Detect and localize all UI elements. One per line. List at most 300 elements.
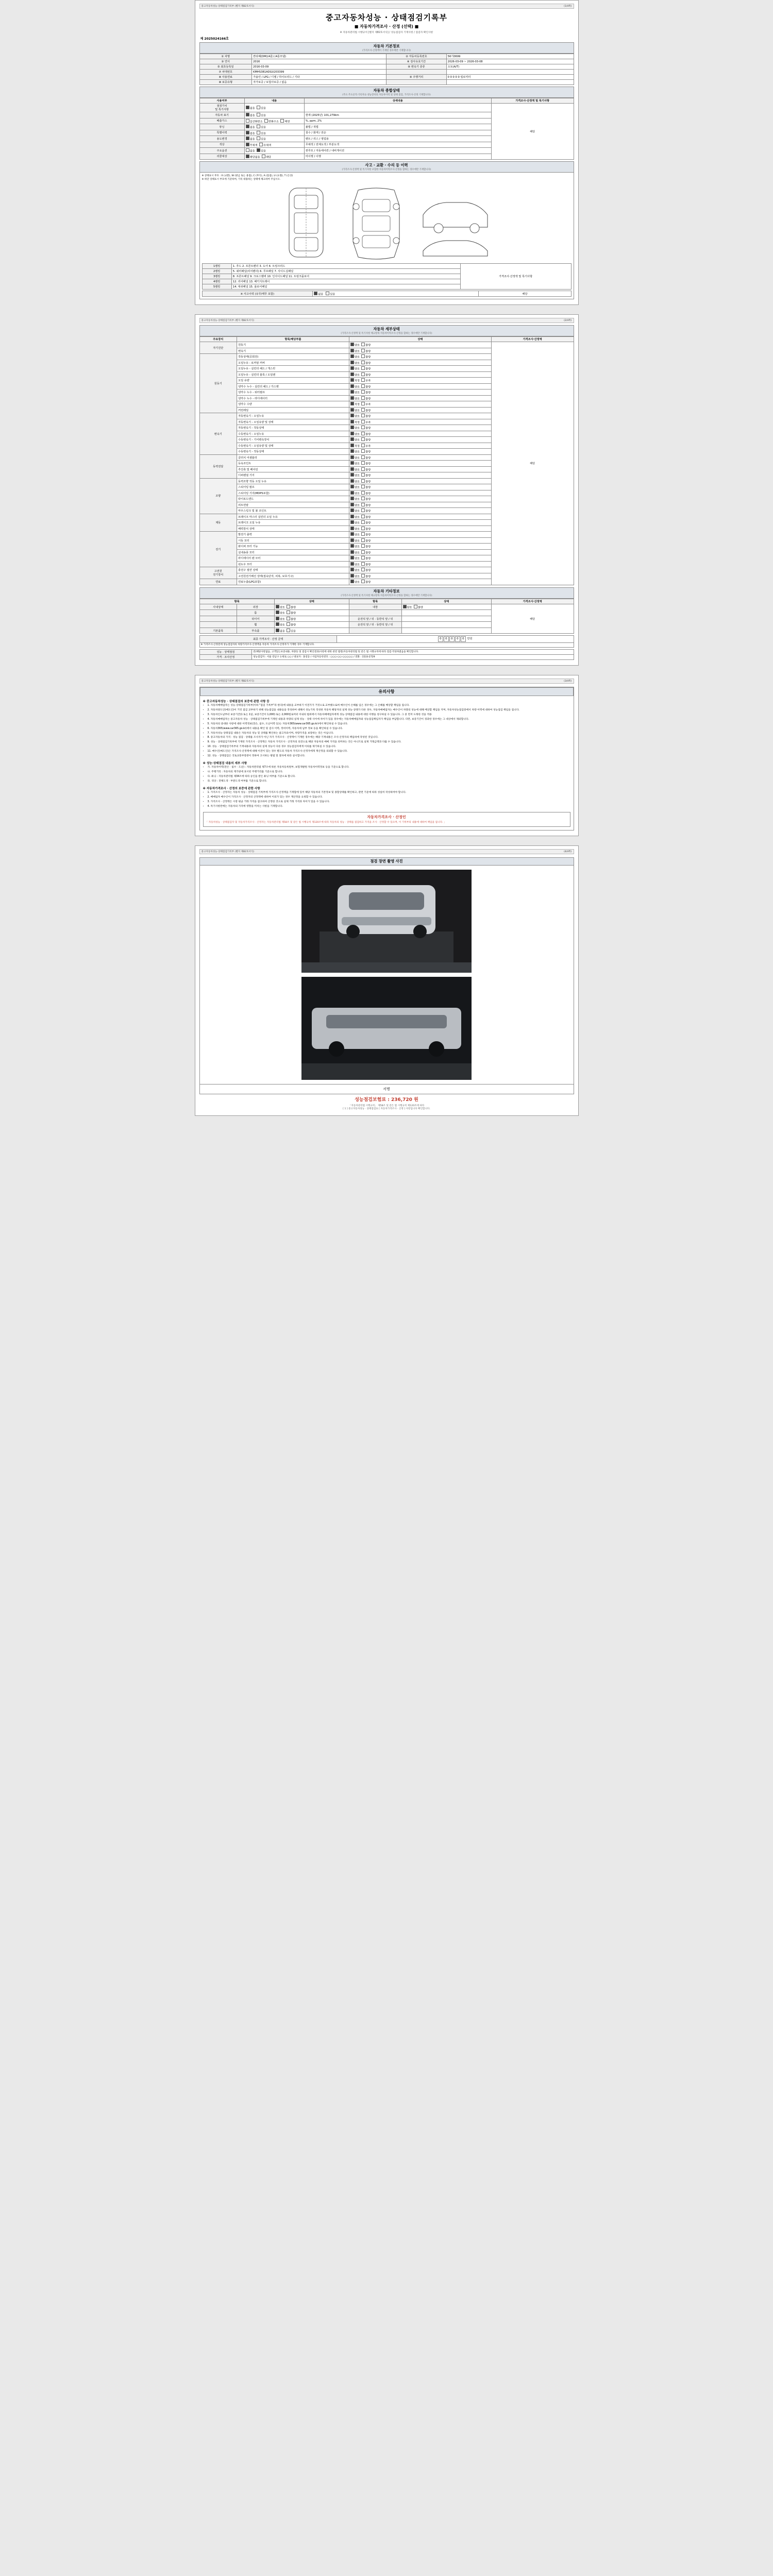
etc-state-a-3[interactable] <box>274 622 349 628</box>
detail-opt-2-6-checkbox-0[interactable] <box>350 449 354 453</box>
detail-opt-1-6-checkbox-0[interactable] <box>350 390 354 394</box>
etc-opt-a-3-checkbox-0[interactable] <box>276 622 279 626</box>
accident-yes-label: 있음 <box>330 293 335 296</box>
etc-opt-b-0-checkbox-0[interactable] <box>403 605 407 608</box>
notice-sub-item-2: • 3. 가격조사 · 산정액은 시장 평균 거래 가격을 참고하여 산정한 것으로 실제 거래 가격과 차이가 있을 수 있습니다. <box>208 801 570 804</box>
detail-opt-1-6-checkbox-1[interactable] <box>361 390 365 394</box>
detail-item-label-7-1: 고전원전기배선 상태(접속단자, 피복, 보호기구) <box>237 573 349 579</box>
detail-item-state-3-3[interactable] <box>349 472 491 479</box>
detail-opt-7-1-label-0: 양호 <box>354 575 360 579</box>
detail-opt-5-1-checkbox-0[interactable] <box>350 520 354 524</box>
overall-opt-3-label-0: 없음 <box>249 126 255 129</box>
etc-opt-a-1-checkbox-1[interactable] <box>287 611 290 614</box>
detail-opt-3-1-checkbox-1[interactable] <box>361 461 365 465</box>
detail-opt-5-0-checkbox-1[interactable] <box>361 515 365 518</box>
basic-info-row <box>199 80 574 85</box>
detail-opt-2-0-checkbox-0[interactable] <box>350 414 354 417</box>
page-2-header <box>199 318 574 323</box>
etc-opt-a-4-checkbox-0[interactable] <box>276 629 279 632</box>
detail-opt-4-4-checkbox-0[interactable] <box>350 503 354 506</box>
basic-label-b-5 <box>386 80 446 85</box>
detail-item-state-2-5[interactable] <box>349 443 491 449</box>
signature-row <box>199 1084 574 1094</box>
overall-opt-6-checkbox-1[interactable] <box>259 143 263 146</box>
detail-opt-6-1-checkbox-1[interactable] <box>361 538 365 542</box>
detail-opt-3-2-checkbox-0[interactable] <box>350 467 354 471</box>
detail-opt-6-4-checkbox-1[interactable] <box>361 556 365 560</box>
basic-value-a-0[interactable]: 싼타페(DM)(4륜) (4륜모델) <box>252 54 386 59</box>
detail-opt-6-1-label-1: 불량 <box>365 539 371 543</box>
detail-opt-6-5-label-0: 양호 <box>354 563 360 567</box>
overall-opt-0-checkbox-1[interactable] <box>257 106 260 109</box>
etc-opt-a-0-checkbox-1[interactable] <box>287 605 290 608</box>
detail-opt-2-3-checkbox-0[interactable] <box>350 432 354 435</box>
overall-opt-0-checkbox-0[interactable] <box>246 106 249 109</box>
detail-opt-2-4-label-1: 불량 <box>365 438 371 442</box>
detail-opt-1-2-checkbox-0[interactable] <box>350 366 354 370</box>
detail-opt-1-8-checkbox-1[interactable] <box>361 402 365 405</box>
detail-opt-2-4-checkbox-1[interactable] <box>361 437 365 441</box>
price-digit-0[interactable]: 0 <box>438 636 443 642</box>
etc-col-4: 상태 <box>401 599 491 604</box>
accident-diagram-area <box>199 173 574 299</box>
detail-item-state-1-5[interactable] <box>349 383 491 389</box>
section-basic-title: 자동차 기본정보 <box>373 44 400 48</box>
detail-opt-6-2-checkbox-1[interactable] <box>361 544 365 548</box>
etc-opt-a-2-checkbox-0[interactable] <box>276 617 279 620</box>
overall-detail-6[interactable]: 무채색 / 전체도색 / 부분도색 <box>304 142 491 148</box>
detail-item-state-1-7[interactable] <box>349 395 491 401</box>
basic-value-b-2[interactable]: 오토(A/T) <box>446 64 574 70</box>
detail-opt-5-0-checkbox-0[interactable] <box>350 515 354 518</box>
detail-item-state-1-8[interactable] <box>349 401 491 408</box>
overall-opt-8-checkbox-0[interactable] <box>246 155 249 158</box>
basic-value-a-3[interactable]: KMHS381ADGU203399 <box>252 70 386 75</box>
detail-opt-3-2-checkbox-1[interactable] <box>361 467 365 471</box>
detail-item-state-5-0[interactable] <box>349 514 491 520</box>
etc-state-a-0[interactable] <box>274 604 349 610</box>
etc-state-a-2[interactable] <box>274 616 349 622</box>
accident-yes-checkbox[interactable] <box>326 292 329 295</box>
inspector-label-1: 가격 · 조사산정 <box>199 654 252 659</box>
detail-item-label-1-6: 냉각수 누수 - 워터펌프 <box>237 389 349 396</box>
etc-opt-a-1-checkbox-0[interactable] <box>276 611 279 614</box>
detail-item-state-5-2[interactable] <box>349 526 491 532</box>
detail-opt-1-9-checkbox-0[interactable] <box>350 408 354 412</box>
detail-opt-0-1-checkbox-0[interactable] <box>350 349 354 352</box>
notice-item: • 12. 성능 · 상태점검은 국토교통부장관이 정하여 고시하는 방법 및 절차에 따라 실시합니다. <box>208 755 570 758</box>
detail-opt-6-3-checkbox-0[interactable] <box>350 550 354 554</box>
detail-opt-6-4-label-1: 불량 <box>365 557 371 561</box>
overall-options-5[interactable] <box>244 136 304 142</box>
detail-opt-1-4-checkbox-1[interactable] <box>361 378 365 382</box>
detail-opt-5-1-checkbox-1[interactable] <box>361 520 365 524</box>
detail-opt-3-3-checkbox-1[interactable] <box>361 473 365 477</box>
overall-opt-2-checkbox-0[interactable] <box>246 119 249 123</box>
etc-item-a-4: 부속품 <box>237 628 275 634</box>
section-basic-header <box>199 42 574 54</box>
detail-item-state-1-6[interactable] <box>349 389 491 396</box>
detail-item-state-4-2[interactable] <box>349 490 491 496</box>
detail-opt-4-0-checkbox-0[interactable] <box>350 479 354 483</box>
overall-options-8[interactable] <box>244 154 304 160</box>
detail-opt-2-6-checkbox-1[interactable] <box>361 449 365 453</box>
detail-opt-2-3-checkbox-1[interactable] <box>361 432 365 435</box>
detail-item-state-1-1[interactable] <box>349 360 491 366</box>
detail-opt-6-0-checkbox-1[interactable] <box>361 532 365 536</box>
detail-opt-6-5-checkbox-0[interactable] <box>350 562 354 566</box>
etc-state-b-0[interactable] <box>401 604 491 610</box>
detail-item-label-8-0: 연료누출(LPG포함) <box>237 579 349 585</box>
price-digit-1[interactable]: 0 <box>444 636 449 642</box>
price-digit-3[interactable]: 0 <box>455 636 460 642</box>
overall-opt-3-label-1: 있음 <box>260 126 266 129</box>
overall-detail-8[interactable]: 미이행 / 이행 <box>304 154 491 160</box>
detail-item-label-1-8: 냉각수 수량 <box>237 401 349 408</box>
detail-opt-1-0-checkbox-0[interactable] <box>350 354 354 358</box>
detail-opt-6-0-checkbox-0[interactable] <box>350 532 354 536</box>
final-price-value[interactable] <box>337 636 574 643</box>
detail-item-state-7-1[interactable] <box>349 573 491 579</box>
detail-item-state-1-3[interactable] <box>349 371 491 378</box>
detail-item-state-3-1[interactable] <box>349 461 491 467</box>
overall-opt-4-checkbox-1[interactable] <box>257 131 260 134</box>
overall-options-4[interactable] <box>244 130 304 136</box>
etc-opt-a-3-label-0: 양호 <box>279 623 285 627</box>
notice-intro: ※ 중고자동차성능 · 상태점검의 보증에 관한 사항 등 <box>203 700 270 703</box>
overall-detail-0[interactable] <box>304 104 491 112</box>
detail-opt-1-1-checkbox-1[interactable] <box>361 361 365 364</box>
detail-opt-2-5-checkbox-0[interactable] <box>350 444 354 447</box>
etc-state-a-4[interactable] <box>274 628 349 634</box>
overall-options-1[interactable] <box>244 112 304 118</box>
detail-opt-4-1-checkbox-0[interactable] <box>350 485 354 488</box>
detail-col-4: 가격조사·산정액 <box>491 337 574 342</box>
detail-table <box>199 336 574 585</box>
etc-opt-a-3-checkbox-1[interactable] <box>287 622 290 626</box>
etc-opt-a-0-checkbox-0[interactable] <box>276 605 279 608</box>
detail-opt-1-8-label-1: 부족 <box>365 403 371 406</box>
overall-opt-1-checkbox-0[interactable] <box>246 113 249 116</box>
detail-col-1: 주요장치 <box>199 337 237 342</box>
etc-opt-b-0-label-1: 불량 <box>417 606 423 609</box>
overall-options-3[interactable] <box>244 124 304 130</box>
form-reference: 중고자동차성능·상태점검기록부 (별지 제82호서식) <box>201 5 255 8</box>
overall-opt-4-label-1: 있음 <box>260 132 266 135</box>
detail-opt-6-1-checkbox-0[interactable] <box>350 538 354 542</box>
detail-opt-2-0-checkbox-1[interactable] <box>361 414 365 417</box>
detail-item-state-4-1[interactable] <box>349 484 491 490</box>
detail-opt-1-3-checkbox-0[interactable] <box>350 372 354 376</box>
detail-opt-7-0-checkbox-0[interactable] <box>350 568 354 571</box>
etc-state-b-1[interactable] <box>401 610 491 616</box>
detail-opt-0-0-checkbox-1[interactable] <box>361 343 365 346</box>
detail-opt-1-5-label-1: 불량 <box>365 385 371 389</box>
detail-opt-1-5-checkbox-0[interactable] <box>350 384 354 388</box>
detail-item-label-1-0: 작동상태(공회전) <box>237 354 349 360</box>
detail-opt-3-3-label-0: 양호 <box>354 474 360 478</box>
detail-opt-7-1-checkbox-1[interactable] <box>361 574 365 578</box>
detail-opt-1-4-checkbox-0[interactable] <box>350 378 354 382</box>
detail-item-state-2-2[interactable] <box>349 425 491 431</box>
overall-detail-4[interactable]: 침수 / 화재 / 전손 <box>304 130 491 136</box>
detail-item-state-2-3[interactable] <box>349 431 491 437</box>
basic-value-b-3[interactable] <box>446 70 574 75</box>
detail-item-state-6-2[interactable] <box>349 544 491 550</box>
detail-item-label-4-3: 타이로드엔드 <box>237 496 349 502</box>
inspection-photo-top-icon <box>301 870 472 973</box>
detail-opt-4-0-checkbox-1[interactable] <box>361 479 365 483</box>
detail-item-state-1-2[interactable] <box>349 366 491 372</box>
etc-opt-a-3-label-1: 불량 <box>291 623 296 627</box>
panel-items-2[interactable]: 8. 프론트패널 9. 크로스멤버 10. 인사이드패널 11. 트렁크플로어 <box>231 274 460 279</box>
detail-opt-1-3-checkbox-1[interactable] <box>361 372 365 376</box>
overall-opt-6-checkbox-0[interactable] <box>246 143 249 146</box>
overall-label-7: 주요옵션 <box>199 148 244 154</box>
car-diagram <box>202 182 572 262</box>
detail-opt-6-2-checkbox-0[interactable] <box>350 544 354 548</box>
detail-opt-2-5-checkbox-1[interactable] <box>361 444 365 447</box>
final-price-table <box>199 635 574 648</box>
basic-value-a-2[interactable]: 2016-03-09 <box>252 64 386 70</box>
detail-opt-6-5-checkbox-1[interactable] <box>361 562 365 566</box>
detail-opt-3-0-checkbox-0[interactable] <box>350 455 354 459</box>
detail-opt-6-2-label-1: 불량 <box>365 545 371 549</box>
detail-item-label-4-2: 스티어링 기어(MDPS포함) <box>237 490 349 496</box>
detail-opt-1-1-checkbox-0[interactable] <box>350 361 354 364</box>
overall-opt-5-checkbox-1[interactable] <box>257 137 260 140</box>
etc-group-4: 기본품목 <box>199 628 237 634</box>
detail-item-state-4-4[interactable] <box>349 502 491 508</box>
overall-opt-4-checkbox-0[interactable] <box>246 131 249 134</box>
detail-item-state-1-0[interactable] <box>349 354 491 360</box>
detail-opt-1-0-label-0: 양호 <box>354 355 360 359</box>
etc-state-b-3[interactable] <box>401 622 491 628</box>
notice-title: 유의사항 <box>200 687 574 696</box>
detail-opt-2-6-label-0: 양호 <box>354 450 360 454</box>
etc-item-b-3: 운전석 앞 / 뒤 · 동반석 앞 / 뒤 <box>349 622 401 628</box>
panel-rank-4: 5랭킹 <box>202 284 231 289</box>
overall-opt-2-checkbox-2[interactable] <box>280 119 284 123</box>
detail-item-label-3-2: 추진축 및 베어링 <box>237 466 349 472</box>
overall-detail-5[interactable]: 렌트 / 리스 / 영업용 <box>304 136 491 142</box>
panel-items-4[interactable]: 14. 대쉬패널 15. 플로어패널 <box>231 284 460 289</box>
detail-opt-2-1-checkbox-0[interactable] <box>350 420 354 423</box>
etc-item-b-2: 운전석 앞 / 뒤 · 동반석 앞 / 뒤 <box>349 616 401 622</box>
detail-opt-2-4-checkbox-0[interactable] <box>350 437 354 441</box>
etc-item-a-3: 휠 <box>237 622 275 628</box>
detail-item-label-3-1: 등속조인트 <box>237 461 349 467</box>
detail-item-state-7-0[interactable] <box>349 567 491 573</box>
detail-item-label-1-4: 오일 유량 <box>237 378 349 384</box>
detail-item-state-6-5[interactable] <box>349 561 491 567</box>
detail-item-label-4-4: 피트먼암 <box>237 502 349 508</box>
overall-col-4: 가격조사·산정액 및 특기사항 <box>491 98 574 104</box>
inspection-photo-bottom-icon <box>301 977 472 1080</box>
overall-opt-5-checkbox-0[interactable] <box>246 137 249 140</box>
overall-opt-8-checkbox-1[interactable] <box>262 155 265 158</box>
detail-item-state-2-4[interactable] <box>349 437 491 443</box>
detail-item-state-2-1[interactable] <box>349 419 491 425</box>
overall-opt-3-checkbox-1[interactable] <box>257 125 260 128</box>
detail-item-state-1-4[interactable] <box>349 378 491 384</box>
detail-item-label-1-5: 냉각수 누수 - 실린더 헤드 / 가스켓 <box>237 383 349 389</box>
detail-opt-8-0-checkbox-0[interactable] <box>350 580 354 583</box>
detail-opt-1-9-checkbox-1[interactable] <box>361 408 365 412</box>
detail-opt-7-1-checkbox-0[interactable] <box>350 574 354 578</box>
detail-opt-1-5-checkbox-1[interactable] <box>361 384 365 388</box>
detail-opt-2-0-label-0: 양호 <box>354 415 360 418</box>
basic-value-a-1[interactable]: 2016 <box>252 59 386 64</box>
final-price-note: ※ 가격조사·산정전에 성능점검자의 차량가격조사·산정액을 자동차 가격조사·산정자가 기재한 경우 기재합니다. <box>199 643 574 648</box>
detail-opt-1-2-checkbox-1[interactable] <box>361 366 365 370</box>
etc-opt-a-0-label-0: 양호 <box>279 606 285 609</box>
detail-opt-4-4-checkbox-1[interactable] <box>361 503 365 506</box>
detail-item-state-8-0[interactable] <box>349 579 491 585</box>
overall-opt-7-checkbox-0[interactable] <box>246 148 249 152</box>
etc-state-a-1[interactable] <box>274 610 349 616</box>
detail-row <box>199 342 574 348</box>
page-note: ※ 자동차관리법 시행규칙 [별지 제82호서식] / 성능점검자 기재사항 / 점검자 확인사항 <box>340 31 433 34</box>
notice-sub-item-1: • 가. 자동차이력(전손 · 침수 · 도난) : 자동차관리법 제7조에 따른 자동차등록원부, 보험개발원 자동차이력정보 등을 기준으로 합니다. <box>208 766 570 770</box>
panel-items-3[interactable]: 12. 리어패널 13. 패키지트레이 <box>231 279 460 284</box>
detail-opt-6-3-checkbox-1[interactable] <box>361 550 365 554</box>
overall-opt-2-checkbox-1[interactable] <box>264 119 268 123</box>
price-digit-2[interactable]: 0 <box>449 636 455 642</box>
detail-opt-1-8-checkbox-0[interactable] <box>350 402 354 405</box>
detail-opt-3-3-checkbox-0[interactable] <box>350 473 354 477</box>
overall-opt-1-checkbox-1[interactable] <box>257 113 260 116</box>
overall-options-0[interactable] <box>244 104 304 112</box>
detail-opt-3-0-checkbox-1[interactable] <box>361 455 365 459</box>
detail-opt-7-0-checkbox-1[interactable] <box>361 568 365 571</box>
basic-value-a-4[interactable]: 가솔린 / LPG / 디젤 / 하이브리드 / 기타 <box>252 75 386 80</box>
detail-item-state-6-3[interactable] <box>349 549 491 555</box>
detail-opt-4-2-checkbox-0[interactable] <box>350 491 354 495</box>
detail-opt-2-1-checkbox-1[interactable] <box>361 420 365 423</box>
detail-opt-4-3-checkbox-1[interactable] <box>361 497 365 500</box>
detail-item-state-0-1[interactable] <box>349 348 491 354</box>
detail-opt-2-2-checkbox-0[interactable] <box>350 426 354 429</box>
detail-opt-5-2-checkbox-1[interactable] <box>361 527 365 530</box>
insurance-fee: 성능점검보험료 : 236,720 원 <box>355 1097 418 1103</box>
detail-opt-0-1-checkbox-1[interactable] <box>361 349 365 352</box>
panel-items-1[interactable]: 5. 쿼터패널(리어펜더) 6. 루프패널 7. 사이드실패널 <box>231 268 460 274</box>
overall-detail-7[interactable]: 썬루프 / 자동에어컨 / 내비게이션 <box>304 148 491 154</box>
detail-opt-3-1-checkbox-0[interactable] <box>350 461 354 465</box>
document-pages <box>0 0 773 1116</box>
notice-item: • 7. 자동차성능·상태점검 내용은 자동차의 성능 및 상태를 확인하는 참고자료이며, 차량가격을 보장하는 것은 아닙니다. <box>208 732 570 736</box>
overall-options-7[interactable] <box>244 148 304 154</box>
page-number-1: (1/4쪽) <box>564 5 572 8</box>
detail-opt-4-2-checkbox-1[interactable] <box>361 491 365 495</box>
overall-detail-1[interactable]: 현재 (2025년) 101,279km <box>304 112 491 118</box>
overall-options-6[interactable] <box>244 142 304 148</box>
accident-history-options[interactable] <box>313 291 479 297</box>
detail-item-state-6-4[interactable] <box>349 555 491 562</box>
etc-state-b-4[interactable] <box>401 628 491 634</box>
etc-opt-a-4-checkbox-1[interactable] <box>287 629 290 632</box>
basic-value-a-5[interactable]: 자가보증 / 보험사보증 / 없음 <box>252 80 386 85</box>
detail-opt-4-3-checkbox-0[interactable] <box>350 497 354 500</box>
detail-item-state-4-5[interactable] <box>349 508 491 514</box>
etc-opt-b-0-checkbox-1[interactable] <box>414 605 417 608</box>
detail-group-6: 전기 <box>199 532 237 567</box>
detail-item-label-5-0: 브레이크 마스터 실린더 오일 누유 <box>237 514 349 520</box>
detail-item-state-0-0[interactable] <box>349 342 491 348</box>
panel-rank-3: 4랭킹 <box>202 279 231 284</box>
detail-opt-4-5-checkbox-0[interactable] <box>350 509 354 512</box>
detail-item-state-2-0[interactable] <box>349 413 491 419</box>
etc-opt-a-4-label-1: 있음 <box>291 630 296 633</box>
overall-detail-2[interactable]: %, ppm, 2% <box>304 118 491 124</box>
detail-item-state-3-0[interactable] <box>349 454 491 461</box>
detail-item-state-3-2[interactable] <box>349 466 491 472</box>
basic-info-table <box>199 54 574 85</box>
section-detail-title: 자동차 세부상태 <box>373 327 400 332</box>
detail-opt-1-7-checkbox-1[interactable] <box>361 396 365 400</box>
detail-opt-4-1-label-1: 불량 <box>365 486 371 489</box>
overall-right-note: 해당 <box>491 104 574 160</box>
overall-opt-7-checkbox-1[interactable] <box>257 148 260 152</box>
detail-item-state-6-0[interactable] <box>349 532 491 538</box>
detail-opt-6-4-checkbox-0[interactable] <box>350 556 354 560</box>
basic-value-b-1[interactable]: 2026-03-09 ~ 2026-03-08 <box>446 59 574 64</box>
warning-body: 「 자동차성능 · 상태점검자 및 자동차가격조사 · 산정자는 자동차관리법 제58조 및 같은 법 시행규칙 제120조에 따라 자동차의 성능 · 상태를 점검하고 가격을 조사 · 산정할 수 있으며, 이 기록부의 내용에 대하여 책임을 집니다. 」 <box>205 821 446 824</box>
overall-opt-3-checkbox-0[interactable] <box>246 125 249 128</box>
detail-group-8: 연료 <box>199 579 237 585</box>
overall-label-6: 색상 <box>199 142 244 148</box>
etc-opt-a-2-checkbox-1[interactable] <box>287 617 290 620</box>
price-digit-4[interactable]: 0 <box>461 636 466 642</box>
detail-item-state-4-3[interactable] <box>349 496 491 502</box>
detail-opt-2-2-checkbox-1[interactable] <box>361 426 365 429</box>
detail-opt-0-0-checkbox-0[interactable] <box>350 343 354 346</box>
detail-opt-1-0-checkbox-1[interactable] <box>361 354 365 358</box>
detail-opt-1-7-checkbox-0[interactable] <box>350 396 354 400</box>
warning-box <box>203 812 570 827</box>
accident-none-checkbox[interactable] <box>314 292 317 295</box>
detail-item-state-1-9[interactable] <box>349 407 491 413</box>
notice-sub-item-1: • 라. 색상 : 전체도색 · 부분도색 여부를 기준으로 합니다. <box>208 780 570 784</box>
detail-opt-1-2-label-1: 불량 <box>365 367 371 371</box>
panel-items-0[interactable]: 1. 후드 2. 프론트펜더 3. 도어 4. 트렁크리드 <box>231 263 460 268</box>
detail-opt-4-1-checkbox-1[interactable] <box>361 485 365 488</box>
detail-opt-4-5-checkbox-1[interactable] <box>361 509 365 512</box>
basic-value-b-5[interactable] <box>446 80 574 85</box>
accident-history-table <box>202 291 572 297</box>
etc-item-b-0: 내장 <box>349 604 401 610</box>
etc-state-b-2[interactable] <box>401 616 491 622</box>
overall-opt-6-label-1: 유채색 <box>263 144 272 147</box>
overall-detail-3[interactable]: 불법 / 적법 <box>304 124 491 130</box>
etc-item-a-0: 외장 <box>237 604 275 610</box>
overall-options-2[interactable] <box>244 118 304 124</box>
overall-opt-8-label-1: 해당 <box>265 156 271 159</box>
detail-opt-4-3-label-1: 불량 <box>365 498 371 501</box>
detail-item-state-4-0[interactable] <box>349 478 491 484</box>
detail-item-state-6-1[interactable] <box>349 537 491 544</box>
basic-value-b-0[interactable]: 56기0699 <box>446 54 574 59</box>
detail-opt-5-2-checkbox-0[interactable] <box>350 527 354 530</box>
detail-item-state-2-6[interactable] <box>349 449 491 455</box>
detail-item-state-5-1[interactable] <box>349 520 491 526</box>
detail-opt-1-3-label-0: 양호 <box>354 374 360 377</box>
car-front-view-icon <box>278 184 334 261</box>
basic-value-b-4[interactable]: 0 0 0 0 0 킬로미터 <box>446 75 574 80</box>
detail-opt-8-0-checkbox-1[interactable] <box>361 580 365 583</box>
overall-label-8: 리콜대상 <box>199 154 244 160</box>
